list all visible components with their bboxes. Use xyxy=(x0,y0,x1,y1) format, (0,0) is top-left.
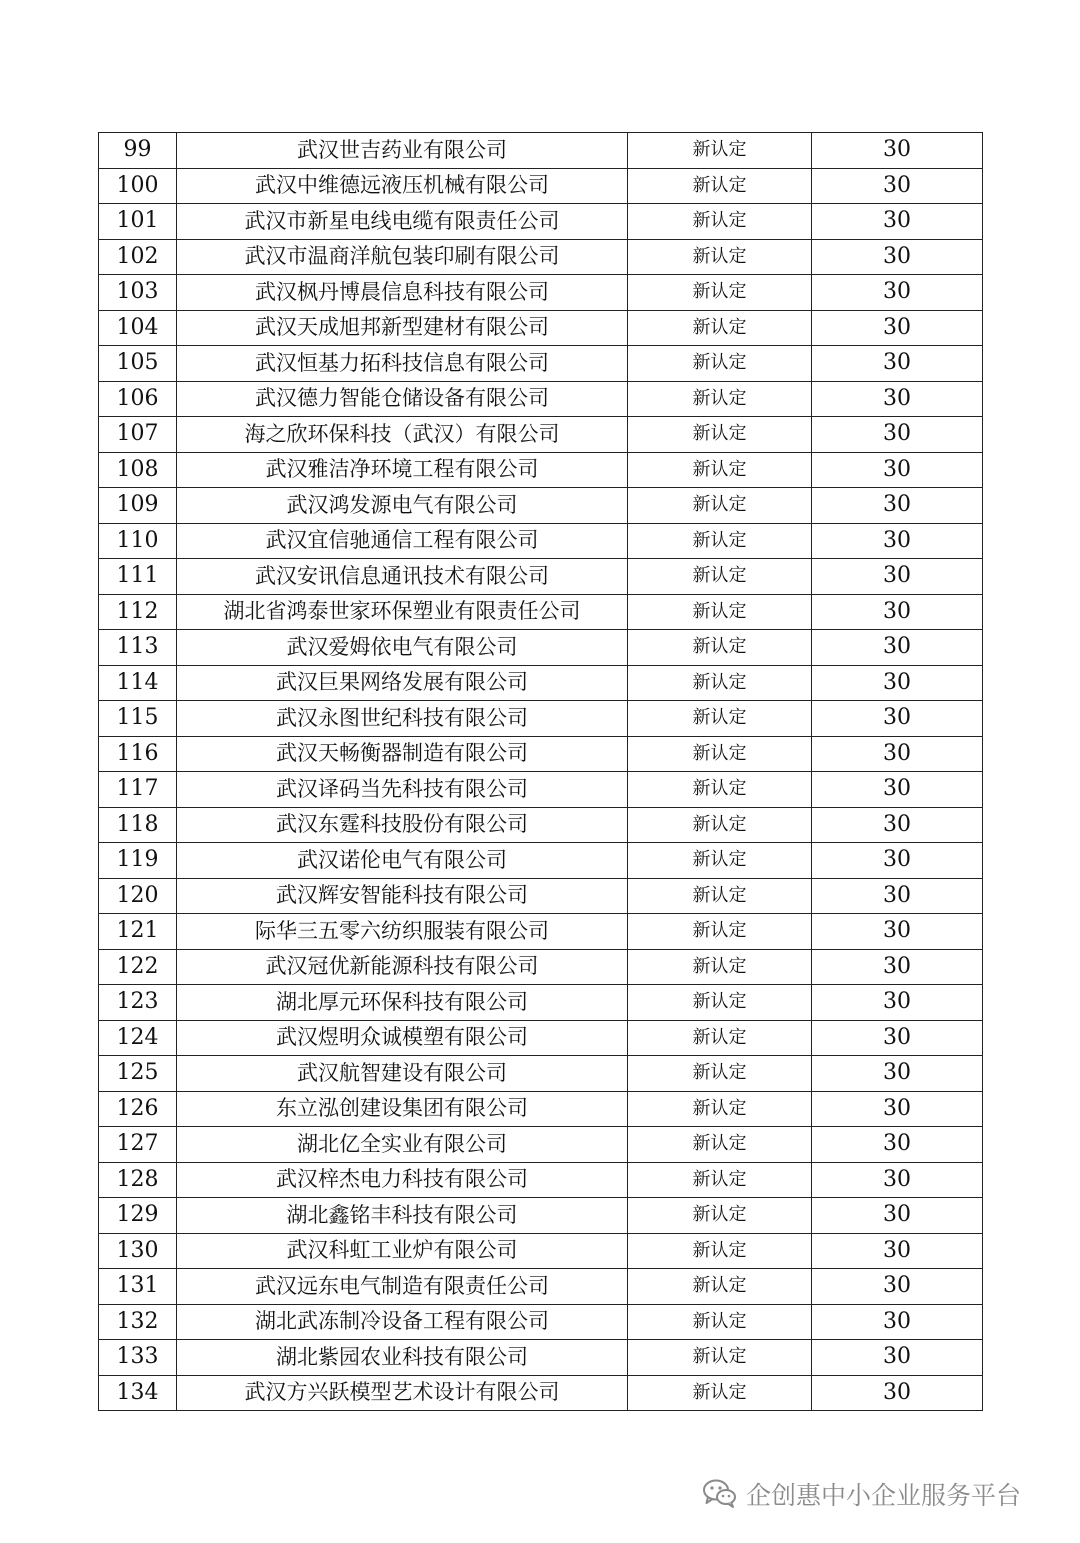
table-row xyxy=(99,985,983,1021)
certification-type-cell: 新认定 xyxy=(628,843,812,879)
row-number-cell: 124 xyxy=(99,1020,177,1056)
company-name-cell: 湖北鑫铭丰科技有限公司 xyxy=(177,1198,628,1234)
row-number-cell: 108 xyxy=(99,452,177,488)
row-number-cell: 133 xyxy=(99,1340,177,1376)
company-name-cell: 武汉永图世纪科技有限公司 xyxy=(177,701,628,737)
table-body xyxy=(99,133,983,1411)
amount-cell: 30 xyxy=(812,665,983,701)
amount-cell: 30 xyxy=(812,1127,983,1163)
certification-type-cell: 新认定 xyxy=(628,1056,812,1092)
certification-type-cell: 新认定 xyxy=(628,1375,812,1411)
certification-type-cell: 新认定 xyxy=(628,275,812,311)
table-row xyxy=(99,1056,983,1092)
amount-cell: 30 xyxy=(812,985,983,1021)
company-name-cell: 武汉雅洁净环境工程有限公司 xyxy=(177,452,628,488)
table-row xyxy=(99,381,983,417)
row-number-cell: 130 xyxy=(99,1233,177,1269)
amount-cell: 30 xyxy=(812,701,983,737)
table-row xyxy=(99,1091,983,1127)
certification-type-cell: 新认定 xyxy=(628,1127,812,1163)
row-number-cell: 109 xyxy=(99,488,177,524)
row-number-cell: 100 xyxy=(99,168,177,204)
row-number-cell: 122 xyxy=(99,949,177,985)
watermark xyxy=(702,1474,1021,1514)
amount-cell: 30 xyxy=(812,736,983,772)
company-name-cell: 武汉东霆科技股份有限公司 xyxy=(177,807,628,843)
certification-type-cell: 新认定 xyxy=(628,630,812,666)
row-number-cell: 120 xyxy=(99,878,177,914)
amount-cell: 30 xyxy=(812,878,983,914)
company-name-cell: 湖北亿全实业有限公司 xyxy=(177,1127,628,1163)
table-row xyxy=(99,346,983,382)
row-number-cell: 114 xyxy=(99,665,177,701)
table-row xyxy=(99,1269,983,1305)
certification-type-cell: 新认定 xyxy=(628,1091,812,1127)
amount-cell: 30 xyxy=(812,346,983,382)
table-row xyxy=(99,1304,983,1340)
certification-type-cell: 新认定 xyxy=(628,168,812,204)
company-name-cell: 武汉恒基力拓科技信息有限公司 xyxy=(177,346,628,382)
amount-cell: 30 xyxy=(812,452,983,488)
certification-type-cell: 新认定 xyxy=(628,807,812,843)
company-name-cell: 东立泓创建设集团有限公司 xyxy=(177,1091,628,1127)
table-row xyxy=(99,310,983,346)
amount-cell: 30 xyxy=(812,1091,983,1127)
row-number-cell: 107 xyxy=(99,417,177,453)
amount-cell: 30 xyxy=(812,914,983,950)
company-name-cell: 武汉中维德远液压机械有限公司 xyxy=(177,168,628,204)
company-name-cell: 武汉天成旭邦新型建材有限公司 xyxy=(177,310,628,346)
table-row xyxy=(99,275,983,311)
row-number-cell: 127 xyxy=(99,1127,177,1163)
watermark-text: 企创惠中小企业服务平台 xyxy=(746,1481,1022,1510)
amount-cell: 30 xyxy=(812,1162,983,1198)
table-row xyxy=(99,1198,983,1234)
row-number-cell: 123 xyxy=(99,985,177,1021)
company-name-cell: 武汉市新星电线电缆有限责任公司 xyxy=(177,204,628,240)
table-row xyxy=(99,701,983,737)
table-row xyxy=(99,807,983,843)
certification-type-cell: 新认定 xyxy=(628,346,812,382)
amount-cell: 30 xyxy=(812,1375,983,1411)
company-name-cell: 武汉天畅衡器制造有限公司 xyxy=(177,736,628,772)
row-number-cell: 112 xyxy=(99,594,177,630)
table-row xyxy=(99,949,983,985)
amount-cell: 30 xyxy=(812,1198,983,1234)
table-row xyxy=(99,133,983,169)
company-name-cell: 武汉安讯信息通讯技术有限公司 xyxy=(177,559,628,595)
amount-cell: 30 xyxy=(812,1020,983,1056)
table-row xyxy=(99,559,983,595)
certification-type-cell: 新认定 xyxy=(628,239,812,275)
company-name-cell: 武汉煜明众诚模塑有限公司 xyxy=(177,1020,628,1056)
amount-cell: 30 xyxy=(812,381,983,417)
table-row xyxy=(99,1020,983,1056)
company-name-cell: 湖北武冻制冷设备工程有限公司 xyxy=(177,1304,628,1340)
table-row xyxy=(99,204,983,240)
row-number-cell: 125 xyxy=(99,1056,177,1092)
amount-cell: 30 xyxy=(812,949,983,985)
amount-cell: 30 xyxy=(812,1056,983,1092)
amount-cell: 30 xyxy=(812,594,983,630)
table-row xyxy=(99,488,983,524)
row-number-cell: 111 xyxy=(99,559,177,595)
table-row xyxy=(99,168,983,204)
amount-cell: 30 xyxy=(812,807,983,843)
certification-type-cell: 新认定 xyxy=(628,665,812,701)
amount-cell: 30 xyxy=(812,1304,983,1340)
company-name-cell: 武汉枫丹博晨信息科技有限公司 xyxy=(177,275,628,311)
company-name-cell: 湖北厚元环保科技有限公司 xyxy=(177,985,628,1021)
company-name-cell: 湖北紫园农业科技有限公司 xyxy=(177,1340,628,1376)
certification-type-cell: 新认定 xyxy=(628,594,812,630)
company-name-cell: 武汉方兴跃模型艺术设计有限公司 xyxy=(177,1375,628,1411)
row-number-cell: 126 xyxy=(99,1091,177,1127)
certification-type-cell: 新认定 xyxy=(628,878,812,914)
table-row xyxy=(99,1127,983,1163)
row-number-cell: 106 xyxy=(99,381,177,417)
amount-cell: 30 xyxy=(812,168,983,204)
certification-type-cell: 新认定 xyxy=(628,381,812,417)
table-row xyxy=(99,1375,983,1411)
wechat-icon xyxy=(702,1478,738,1510)
amount-cell: 30 xyxy=(812,1340,983,1376)
table-row xyxy=(99,452,983,488)
certification-type-cell: 新认定 xyxy=(628,417,812,453)
certification-type-cell: 新认定 xyxy=(628,204,812,240)
certification-type-cell: 新认定 xyxy=(628,559,812,595)
company-name-cell: 海之欣环保科技（武汉）有限公司 xyxy=(177,417,628,453)
company-name-cell: 武汉德力智能仓储设备有限公司 xyxy=(177,381,628,417)
row-number-cell: 115 xyxy=(99,701,177,737)
amount-cell: 30 xyxy=(812,275,983,311)
company-name-cell: 武汉巨果网络发展有限公司 xyxy=(177,665,628,701)
amount-cell: 30 xyxy=(812,1233,983,1269)
amount-cell: 30 xyxy=(812,843,983,879)
table-row xyxy=(99,523,983,559)
row-number-cell: 104 xyxy=(99,310,177,346)
table-row xyxy=(99,594,983,630)
amount-cell: 30 xyxy=(812,310,983,346)
certification-type-cell: 新认定 xyxy=(628,736,812,772)
row-number-cell: 99 xyxy=(99,133,177,169)
amount-cell: 30 xyxy=(812,239,983,275)
table-row xyxy=(99,630,983,666)
amount-cell: 30 xyxy=(812,133,983,169)
row-number-cell: 132 xyxy=(99,1304,177,1340)
amount-cell: 30 xyxy=(812,772,983,808)
certification-type-cell: 新认定 xyxy=(628,1020,812,1056)
row-number-cell: 110 xyxy=(99,523,177,559)
company-list-table xyxy=(98,132,983,1411)
certification-type-cell: 新认定 xyxy=(628,1304,812,1340)
certification-type-cell: 新认定 xyxy=(628,914,812,950)
table-row xyxy=(99,1340,983,1376)
row-number-cell: 118 xyxy=(99,807,177,843)
row-number-cell: 105 xyxy=(99,346,177,382)
row-number-cell: 129 xyxy=(99,1198,177,1234)
row-number-cell: 113 xyxy=(99,630,177,666)
row-number-cell: 116 xyxy=(99,736,177,772)
row-number-cell: 121 xyxy=(99,914,177,950)
company-name-cell: 武汉冠优新能源科技有限公司 xyxy=(177,949,628,985)
row-number-cell: 131 xyxy=(99,1269,177,1305)
certification-type-cell: 新认定 xyxy=(628,1233,812,1269)
company-name-cell: 武汉诺伦电气有限公司 xyxy=(177,843,628,879)
certification-type-cell: 新认定 xyxy=(628,772,812,808)
company-name-cell: 武汉航智建设有限公司 xyxy=(177,1056,628,1092)
row-number-cell: 128 xyxy=(99,1162,177,1198)
table-row xyxy=(99,772,983,808)
row-number-cell: 103 xyxy=(99,275,177,311)
certification-type-cell: 新认定 xyxy=(628,985,812,1021)
amount-cell: 30 xyxy=(812,204,983,240)
table-row xyxy=(99,878,983,914)
company-name-cell: 武汉辉安智能科技有限公司 xyxy=(177,878,628,914)
company-name-cell: 武汉宜信驰通信工程有限公司 xyxy=(177,523,628,559)
company-name-cell: 湖北省鸿泰世家环保塑业有限责任公司 xyxy=(177,594,628,630)
certification-type-cell: 新认定 xyxy=(628,701,812,737)
certification-type-cell: 新认定 xyxy=(628,133,812,169)
certification-type-cell: 新认定 xyxy=(628,488,812,524)
company-name-cell: 武汉爱姆依电气有限公司 xyxy=(177,630,628,666)
company-name-cell: 武汉鸿发源电气有限公司 xyxy=(177,488,628,524)
amount-cell: 30 xyxy=(812,523,983,559)
row-number-cell: 101 xyxy=(99,204,177,240)
company-name-cell: 武汉远东电气制造有限责任公司 xyxy=(177,1269,628,1305)
certification-type-cell: 新认定 xyxy=(628,452,812,488)
table-row xyxy=(99,239,983,275)
certification-type-cell: 新认定 xyxy=(628,310,812,346)
certification-type-cell: 新认定 xyxy=(628,1198,812,1234)
table-row xyxy=(99,665,983,701)
amount-cell: 30 xyxy=(812,417,983,453)
table-row xyxy=(99,1233,983,1269)
table-row xyxy=(99,914,983,950)
amount-cell: 30 xyxy=(812,630,983,666)
company-name-cell: 武汉市温商洋航包装印刷有限公司 xyxy=(177,239,628,275)
company-name-cell: 武汉世吉药业有限公司 xyxy=(177,133,628,169)
certification-type-cell: 新认定 xyxy=(628,1340,812,1376)
row-number-cell: 117 xyxy=(99,772,177,808)
row-number-cell: 102 xyxy=(99,239,177,275)
certification-type-cell: 新认定 xyxy=(628,1162,812,1198)
company-name-cell: 武汉梓杰电力科技有限公司 xyxy=(177,1162,628,1198)
certification-type-cell: 新认定 xyxy=(628,1269,812,1305)
amount-cell: 30 xyxy=(812,1269,983,1305)
amount-cell: 30 xyxy=(812,488,983,524)
row-number-cell: 134 xyxy=(99,1375,177,1411)
certification-type-cell: 新认定 xyxy=(628,949,812,985)
row-number-cell: 119 xyxy=(99,843,177,879)
amount-cell: 30 xyxy=(812,559,983,595)
company-name-cell: 武汉科虹工业炉有限公司 xyxy=(177,1233,628,1269)
table-row xyxy=(99,843,983,879)
table-row xyxy=(99,1162,983,1198)
table-row xyxy=(99,736,983,772)
table-row xyxy=(99,417,983,453)
company-name-cell: 际华三五零六纺织服装有限公司 xyxy=(177,914,628,950)
company-name-cell: 武汉译码当先科技有限公司 xyxy=(177,772,628,808)
certification-type-cell: 新认定 xyxy=(628,523,812,559)
